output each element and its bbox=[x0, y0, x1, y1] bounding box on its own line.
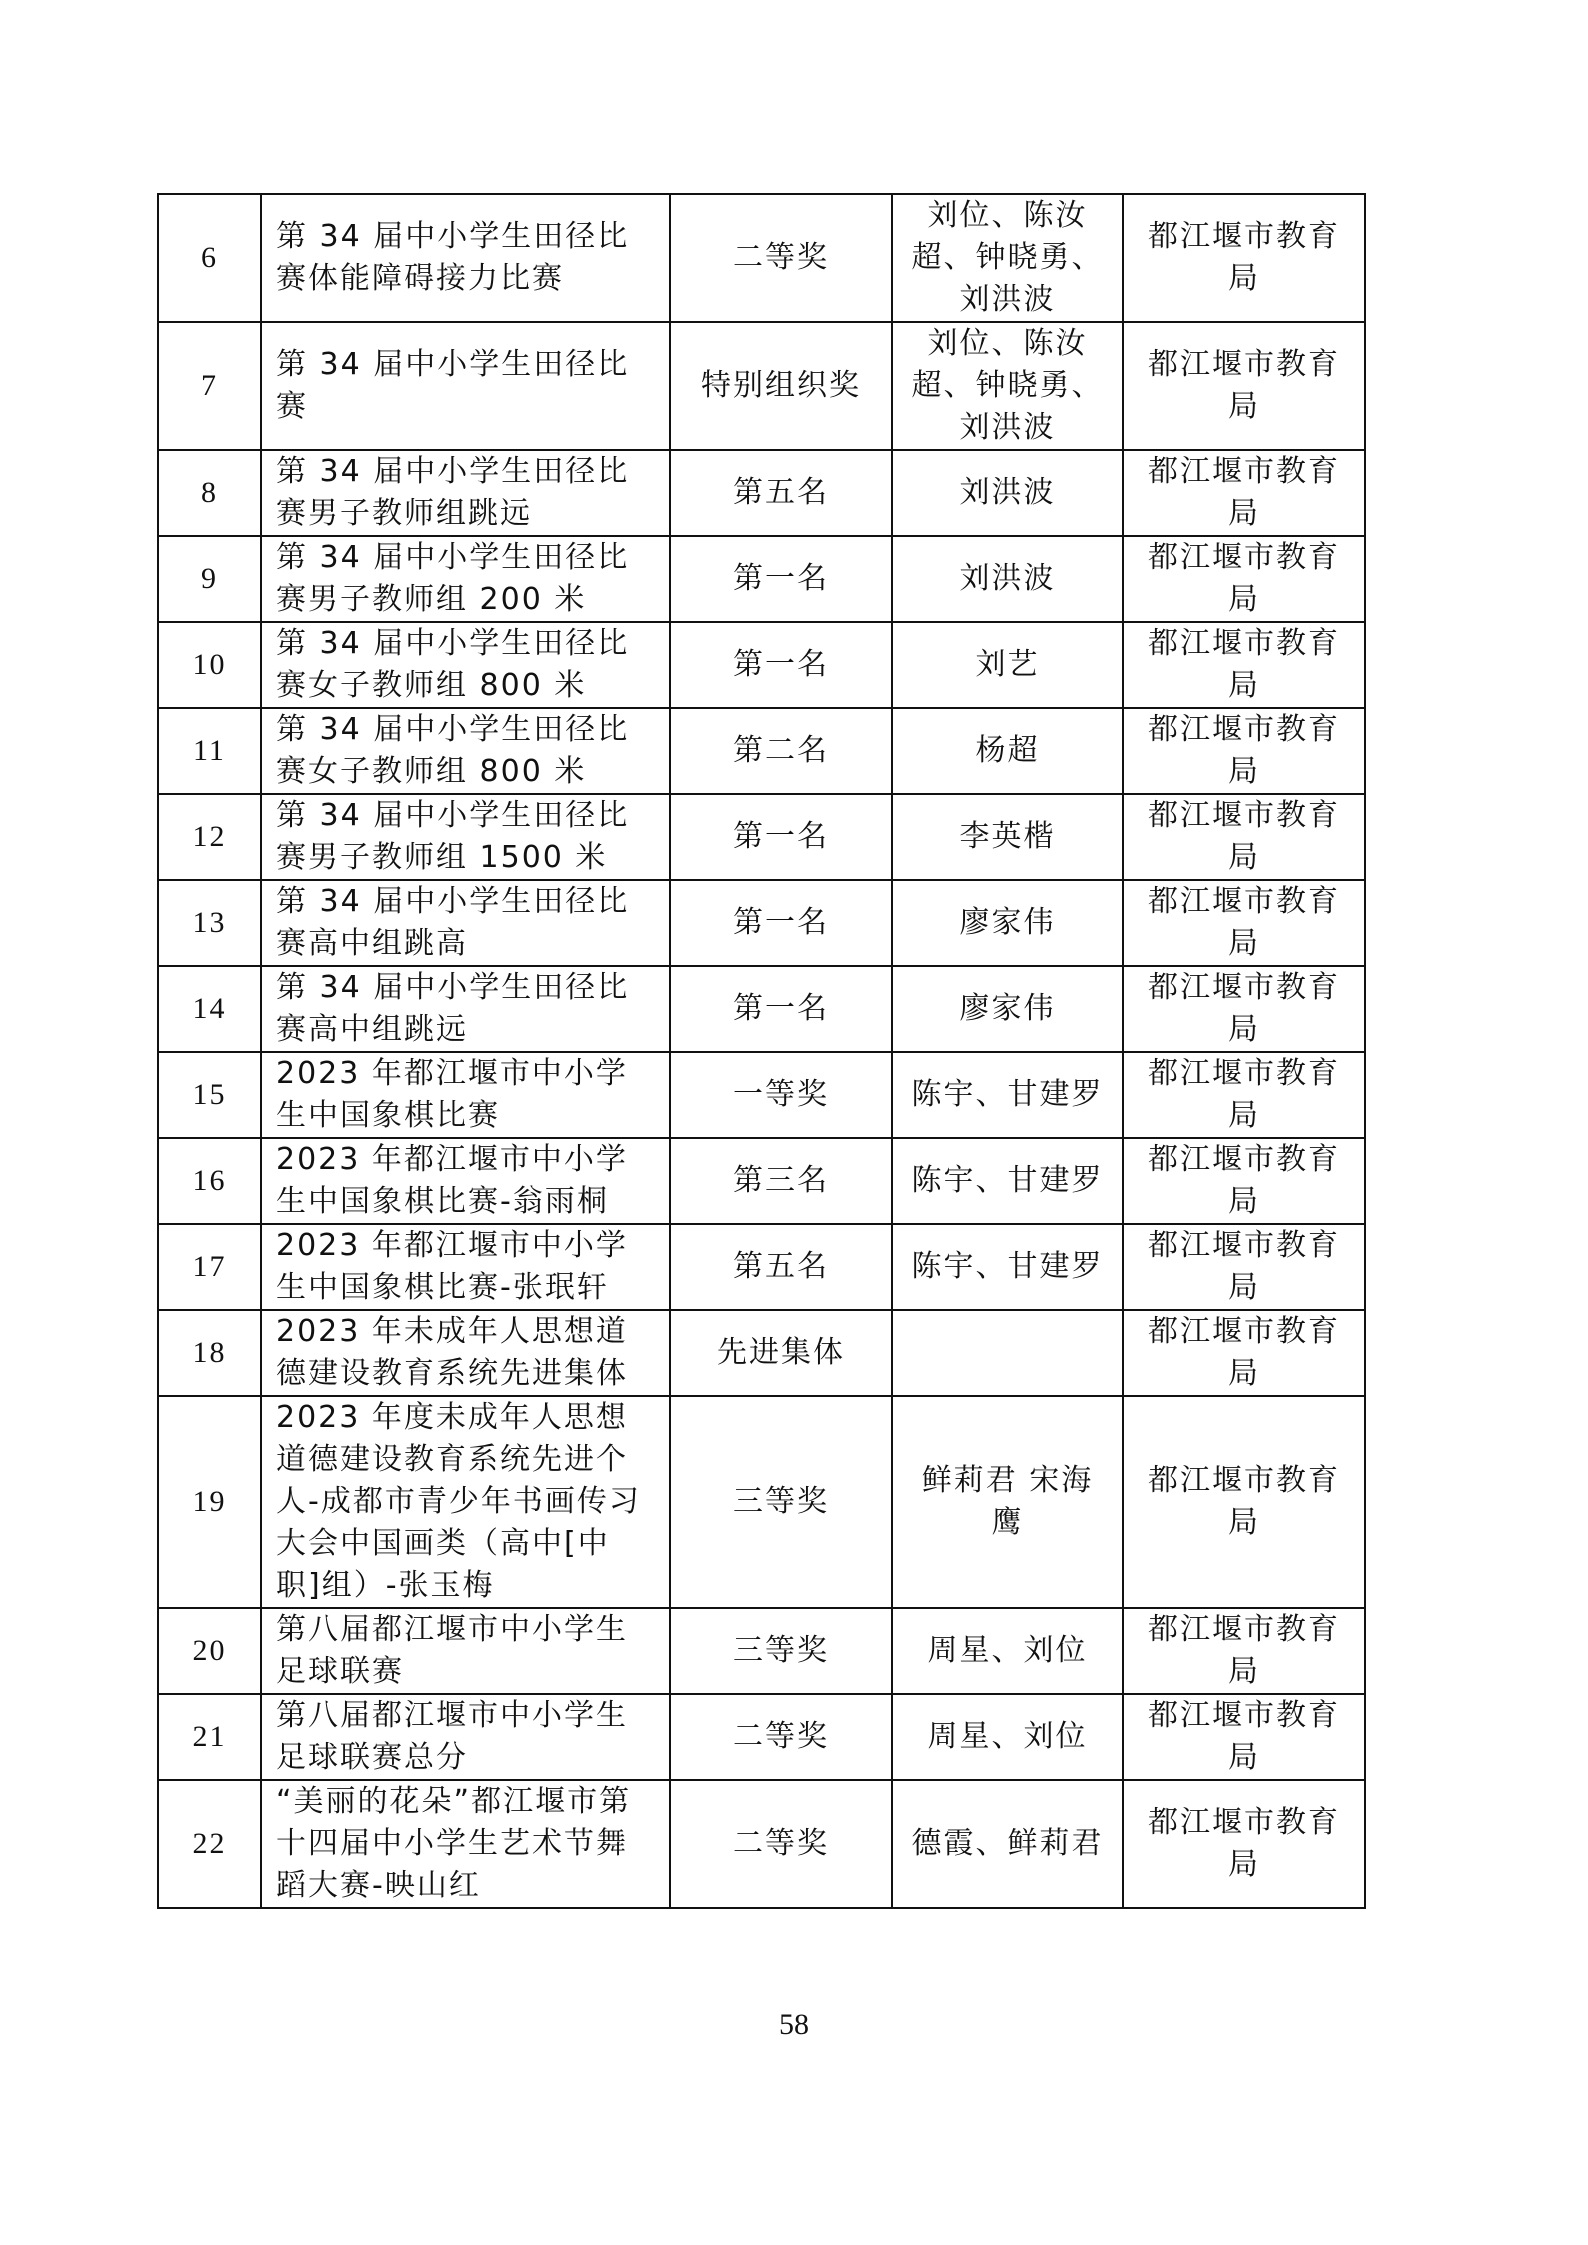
issuing-organization: 都江堰市教育局 bbox=[1123, 794, 1365, 880]
row-number: 7 bbox=[158, 322, 261, 450]
award-level: 特别组织奖 bbox=[670, 322, 892, 450]
table-row bbox=[158, 880, 1365, 966]
row-number: 18 bbox=[158, 1310, 261, 1396]
award-level: 第五名 bbox=[670, 450, 892, 536]
award-level: 第一名 bbox=[670, 880, 892, 966]
table-row bbox=[158, 1052, 1365, 1138]
issuing-organization: 都江堰市教育局 bbox=[1123, 1052, 1365, 1138]
competition-name: 第 34 届中小学生田径比赛女子教师组 800 米 bbox=[261, 622, 670, 708]
row-number: 22 bbox=[158, 1780, 261, 1908]
award-recipients: 德霞、鲜莉君 bbox=[892, 1780, 1123, 1908]
awards-table-body bbox=[158, 194, 1365, 1908]
award-level: 三等奖 bbox=[670, 1608, 892, 1694]
row-number: 10 bbox=[158, 622, 261, 708]
award-level: 第三名 bbox=[670, 1138, 892, 1224]
competition-name: 第 34 届中小学生田径比赛体能障碍接力比赛 bbox=[261, 194, 670, 322]
competition-name: 2023 年都江堰市中小学生中国象棋比赛 bbox=[261, 1052, 670, 1138]
award-level: 第一名 bbox=[670, 794, 892, 880]
issuing-organization: 都江堰市教育局 bbox=[1123, 1224, 1365, 1310]
award-level: 一等奖 bbox=[670, 1052, 892, 1138]
table-row bbox=[158, 1780, 1365, 1908]
award-recipients: 陈宇、甘建罗 bbox=[892, 1138, 1123, 1224]
competition-name: 2023 年都江堰市中小学生中国象棋比赛-张珉轩 bbox=[261, 1224, 670, 1310]
award-recipients: 鲜莉君 宋海鹰 bbox=[892, 1396, 1123, 1608]
competition-name: 第 34 届中小学生田径比赛 bbox=[261, 322, 670, 450]
awards-table bbox=[157, 193, 1366, 1909]
issuing-organization: 都江堰市教育局 bbox=[1123, 966, 1365, 1052]
table-row bbox=[158, 622, 1365, 708]
table-row bbox=[158, 794, 1365, 880]
table-row bbox=[158, 1224, 1365, 1310]
award-recipients bbox=[892, 1310, 1123, 1396]
row-number: 12 bbox=[158, 794, 261, 880]
award-recipients: 廖家伟 bbox=[892, 880, 1123, 966]
award-level: 第一名 bbox=[670, 966, 892, 1052]
issuing-organization: 都江堰市教育局 bbox=[1123, 1780, 1365, 1908]
competition-name: 2023 年度未成年人思想道德建设教育系统先进个人-成都市青少年书画传习大会中国画类（高中[中职]组）-张玉梅 bbox=[261, 1396, 670, 1608]
award-level: 二等奖 bbox=[670, 1780, 892, 1908]
award-recipients: 周星、刘位 bbox=[892, 1608, 1123, 1694]
competition-name: 第 34 届中小学生田径比赛男子教师组 1500 米 bbox=[261, 794, 670, 880]
competition-name: “美丽的花朵”都江堰市第十四届中小学生艺术节舞蹈大赛-映山红 bbox=[261, 1780, 670, 1908]
row-number: 6 bbox=[158, 194, 261, 322]
row-number: 9 bbox=[158, 536, 261, 622]
award-level: 三等奖 bbox=[670, 1396, 892, 1608]
table-row bbox=[158, 1310, 1365, 1396]
issuing-organization: 都江堰市教育局 bbox=[1123, 322, 1365, 450]
row-number: 20 bbox=[158, 1608, 261, 1694]
table-row bbox=[158, 1138, 1365, 1224]
row-number: 15 bbox=[158, 1052, 261, 1138]
table-row bbox=[158, 1694, 1365, 1780]
row-number: 14 bbox=[158, 966, 261, 1052]
competition-name: 第 34 届中小学生田径比赛高中组跳高 bbox=[261, 880, 670, 966]
award-level: 第一名 bbox=[670, 536, 892, 622]
table-row bbox=[158, 1396, 1365, 1608]
page-number: 58 bbox=[779, 2008, 809, 2041]
issuing-organization: 都江堰市教育局 bbox=[1123, 450, 1365, 536]
row-number: 17 bbox=[158, 1224, 261, 1310]
row-number: 8 bbox=[158, 450, 261, 536]
issuing-organization: 都江堰市教育局 bbox=[1123, 622, 1365, 708]
issuing-organization: 都江堰市教育局 bbox=[1123, 536, 1365, 622]
award-level: 第一名 bbox=[670, 622, 892, 708]
table-row bbox=[158, 450, 1365, 536]
competition-name: 第八届都江堰市中小学生足球联赛总分 bbox=[261, 1694, 670, 1780]
award-recipients: 陈宇、甘建罗 bbox=[892, 1052, 1123, 1138]
table-row bbox=[158, 708, 1365, 794]
award-level: 第五名 bbox=[670, 1224, 892, 1310]
table-row bbox=[158, 966, 1365, 1052]
issuing-organization: 都江堰市教育局 bbox=[1123, 1138, 1365, 1224]
row-number: 21 bbox=[158, 1694, 261, 1780]
award-level: 先进集体 bbox=[670, 1310, 892, 1396]
award-recipients: 刘位、陈汝超、钟晓勇、刘洪波 bbox=[892, 194, 1123, 322]
competition-name: 第 34 届中小学生田径比赛女子教师组 800 米 bbox=[261, 708, 670, 794]
competition-name: 第 34 届中小学生田径比赛男子教师组 200 米 bbox=[261, 536, 670, 622]
issuing-organization: 都江堰市教育局 bbox=[1123, 708, 1365, 794]
row-number: 11 bbox=[158, 708, 261, 794]
award-recipients: 杨超 bbox=[892, 708, 1123, 794]
issuing-organization: 都江堰市教育局 bbox=[1123, 1694, 1365, 1780]
row-number: 16 bbox=[158, 1138, 261, 1224]
competition-name: 2023 年未成年人思想道德建设教育系统先进集体 bbox=[261, 1310, 670, 1396]
row-number: 19 bbox=[158, 1396, 261, 1608]
award-level: 第二名 bbox=[670, 708, 892, 794]
competition-name: 第八届都江堰市中小学生足球联赛 bbox=[261, 1608, 670, 1694]
award-recipients: 李英楷 bbox=[892, 794, 1123, 880]
issuing-organization: 都江堰市教育局 bbox=[1123, 194, 1365, 322]
competition-name: 2023 年都江堰市中小学生中国象棋比赛-翁雨桐 bbox=[261, 1138, 670, 1224]
award-recipients: 刘洪波 bbox=[892, 536, 1123, 622]
table-row bbox=[158, 322, 1365, 450]
issuing-organization: 都江堰市教育局 bbox=[1123, 1608, 1365, 1694]
award-recipients: 廖家伟 bbox=[892, 966, 1123, 1052]
award-recipients: 刘洪波 bbox=[892, 450, 1123, 536]
award-recipients: 陈宇、甘建罗 bbox=[892, 1224, 1123, 1310]
table-row bbox=[158, 1608, 1365, 1694]
award-recipients: 刘艺 bbox=[892, 622, 1123, 708]
table-row bbox=[158, 194, 1365, 322]
award-recipients: 周星、刘位 bbox=[892, 1694, 1123, 1780]
award-level: 二等奖 bbox=[670, 194, 892, 322]
award-recipients: 刘位、陈汝超、钟晓勇、刘洪波 bbox=[892, 322, 1123, 450]
issuing-organization: 都江堰市教育局 bbox=[1123, 1396, 1365, 1608]
row-number: 13 bbox=[158, 880, 261, 966]
competition-name: 第 34 届中小学生田径比赛男子教师组跳远 bbox=[261, 450, 670, 536]
table-row bbox=[158, 536, 1365, 622]
issuing-organization: 都江堰市教育局 bbox=[1123, 1310, 1365, 1396]
competition-name: 第 34 届中小学生田径比赛高中组跳远 bbox=[261, 966, 670, 1052]
issuing-organization: 都江堰市教育局 bbox=[1123, 880, 1365, 966]
award-level: 二等奖 bbox=[670, 1694, 892, 1780]
